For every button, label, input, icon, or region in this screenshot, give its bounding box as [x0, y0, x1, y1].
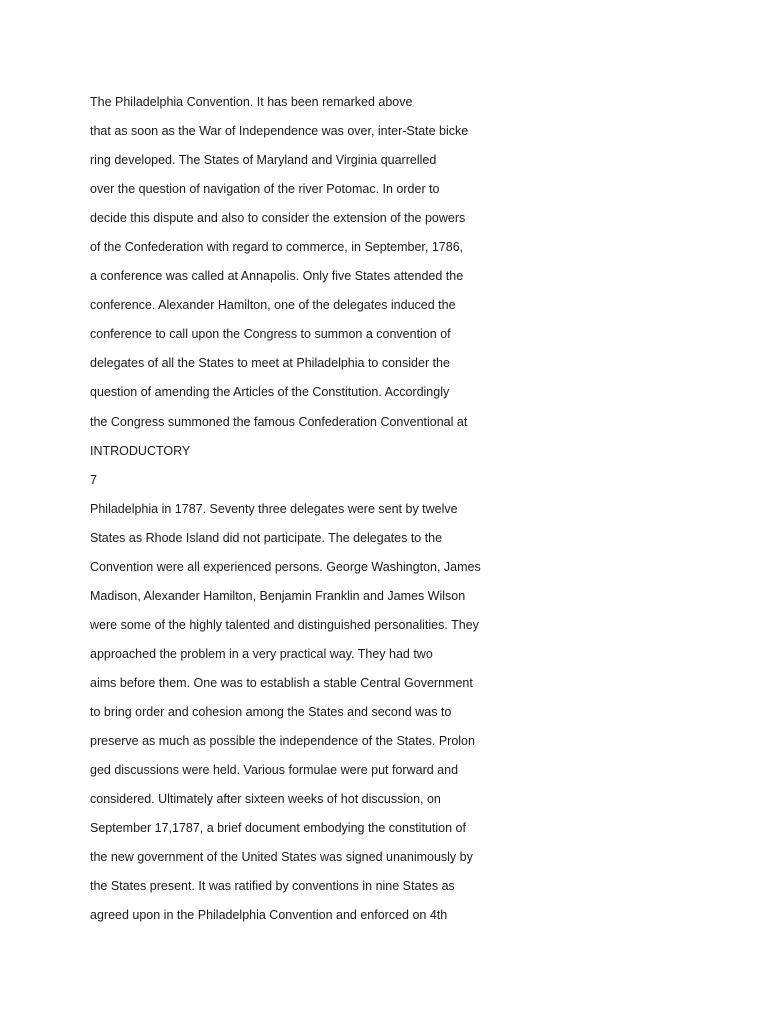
text-line: to bring order and cohesion among the States and second was to	[90, 704, 452, 719]
text-line: the Congress summoned the famous Confederation Conventional at	[90, 414, 468, 429]
text-line: ged discussions were held. Various formulae were put forward and	[90, 763, 459, 778]
text-line: delegates of all the States to meet at Philadelphia to consider the	[90, 356, 450, 371]
text-line: conference. Alexander Hamilton, one of the delegates induced the	[90, 298, 456, 313]
text-line: agreed upon in the Philadelphia Convention and enforced on 4th	[90, 908, 448, 923]
text-line: The Philadelphia Convention. It has been remarked above	[90, 95, 413, 109]
text-line: ring developed. The States of Maryland and Virginia quarrelled	[90, 153, 437, 168]
text-line: over the question of navigation of the river Potomac. In order to	[90, 182, 440, 197]
text-line: September 17,1787, a brief document embodying the constitution of	[90, 821, 466, 836]
text-line: preserve as much as possible the independence of the States. Prolon	[90, 734, 475, 749]
text-line: 7	[90, 472, 97, 487]
text-line: of the Confederation with regard to commerce, in September, 1786,	[90, 240, 464, 255]
text-line: considered. Ultimately after sixteen weeks of hot discussion, on	[90, 792, 441, 807]
text-line: Convention were all experienced persons. George Washington, James	[90, 559, 481, 574]
text-line: the States present. It was ratified by conventions in nine States as	[90, 879, 455, 894]
text-line: Philadelphia in 1787. Seventy three delegates were sent by twelve	[90, 501, 458, 516]
text-line: question of amending the Articles of the Constitution. Accordingly	[90, 385, 450, 400]
document-body	[90, 88, 710, 930]
text-line: approached the problem in a very practical way. They had two	[90, 646, 433, 661]
text-line: conference to call upon the Congress to summon a convention of	[90, 327, 451, 342]
text-line: decide this dispute and also to consider the extension of the powers	[90, 211, 466, 226]
text-line: a conference was called at Annapolis. Only five States attended the	[90, 269, 464, 284]
text-line: aims before them. One was to establish a stable Central Government	[90, 675, 473, 690]
text-line: were some of the highly talented and distinguished personalities. They	[90, 617, 479, 632]
text-line: States as Rhode Island did not participate. The delegates to the	[90, 530, 443, 545]
text-line: the new government of the United States was signed unanimously by	[90, 850, 473, 865]
text-line: that as soon as the War of Independence was over, inter-State bicke	[90, 124, 469, 139]
text-line: Madison, Alexander Hamilton, Benjamin Franklin and James Wilson	[90, 588, 466, 603]
text-line: INTRODUCTORY	[90, 443, 191, 458]
